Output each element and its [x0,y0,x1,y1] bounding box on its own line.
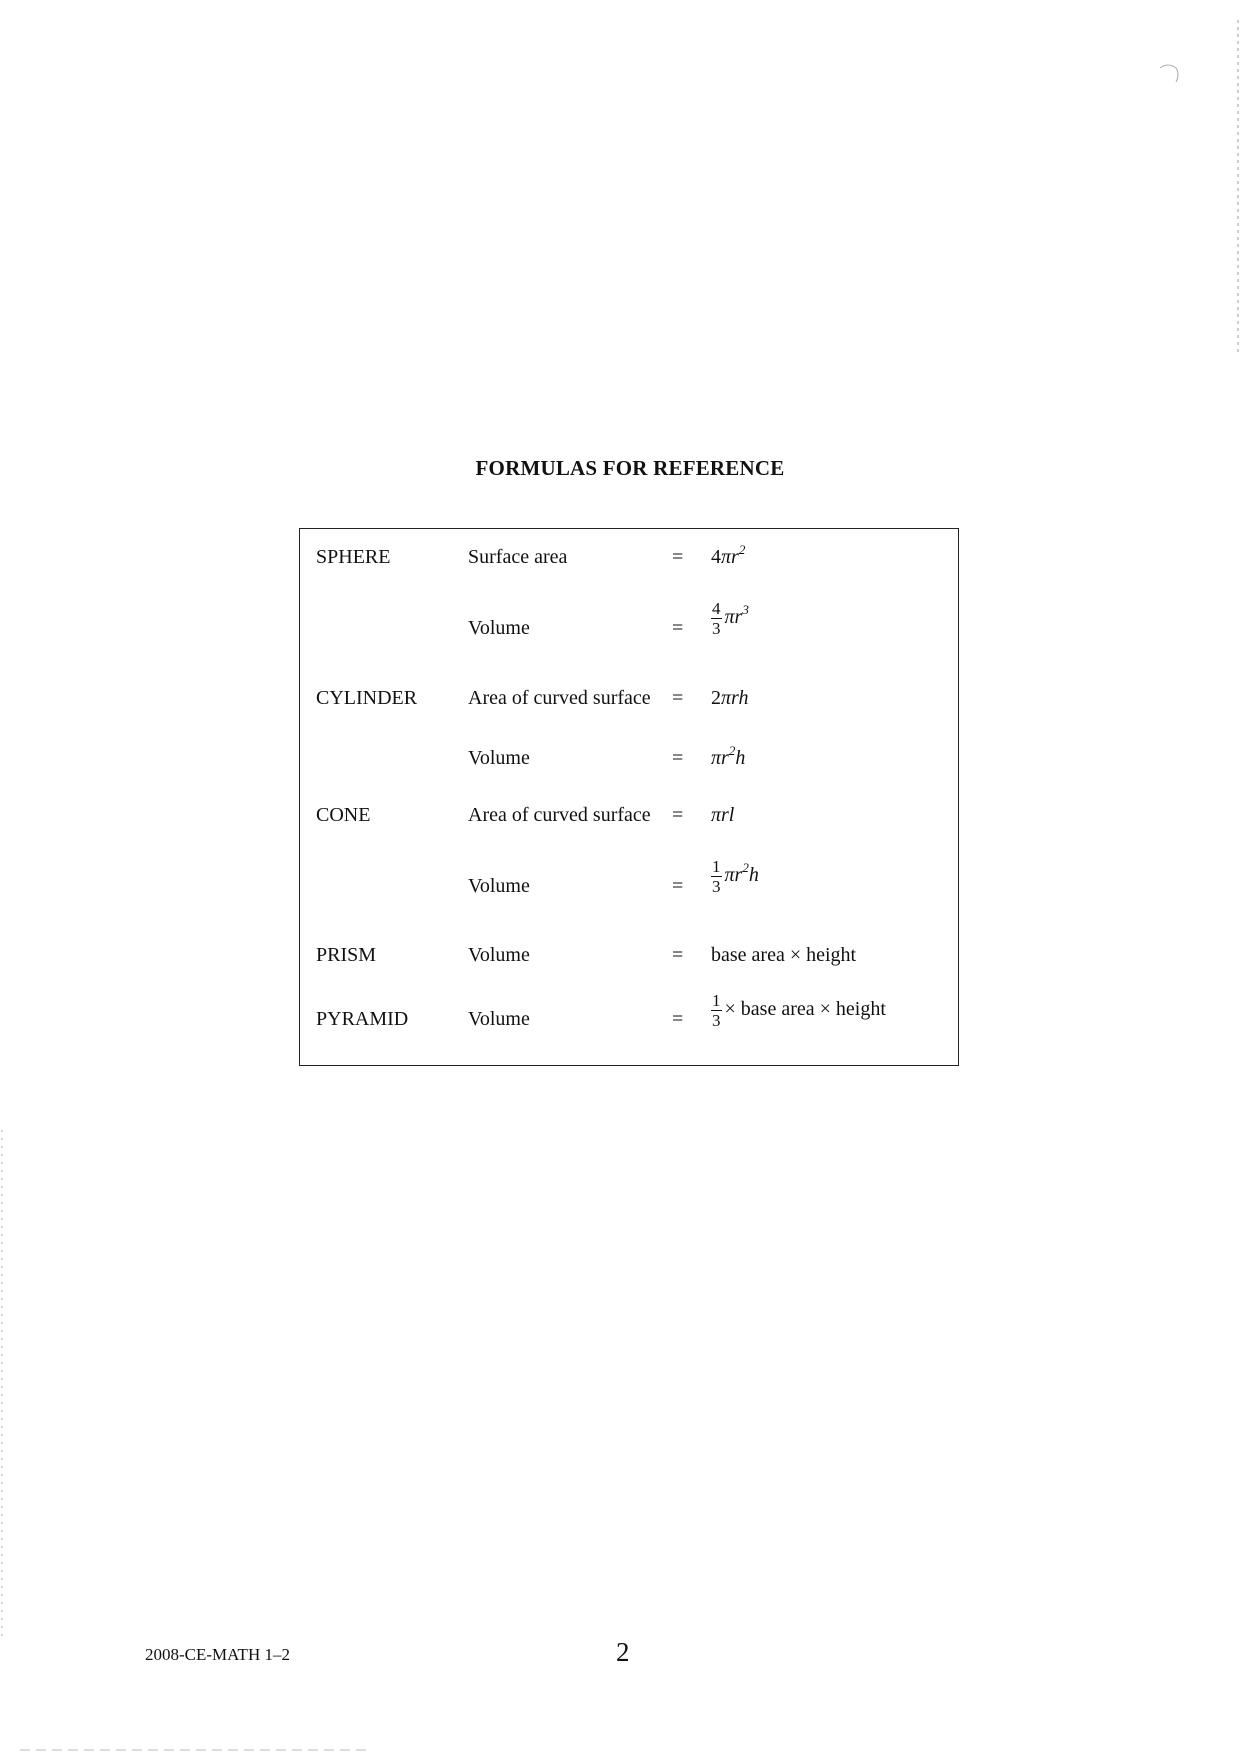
formula-table [299,528,959,1066]
property-label: Area of curved surface [468,687,651,709]
equals-sign: = [672,875,684,897]
fraction [711,991,722,1030]
property-label: Area of curved surface [468,804,651,826]
equals-sign: = [672,1008,684,1030]
formula-pyramid-volume [711,991,886,1030]
fraction-denominator: 3 [712,877,721,896]
formula-coefficient: 2 [711,687,721,709]
equals-sign: = [672,944,684,966]
property-label: Volume [468,944,530,966]
equals-sign: = [672,617,684,639]
page-number: 2 [616,1637,630,1667]
page-title: FORMULAS FOR REFERENCE [475,456,785,480]
fraction-numerator: 1 [712,857,721,876]
formula-exponent: 2 [742,860,749,876]
scan-blob-top-right [1160,65,1178,82]
formula-exponent: 2 [728,743,736,758]
formula-cone-volume [711,857,759,896]
formula-cylinder-surface [711,686,748,710]
fraction-numerator: 4 [712,599,721,618]
shape-label-cone: CONE [316,804,371,826]
property-label: Volume [468,617,530,639]
formula-exponent: 3 [742,602,749,618]
formula-main: πr [711,747,729,769]
equals-sign: = [672,747,684,769]
property-label: Volume [468,875,530,897]
formula-cone-surface [711,803,734,827]
property-label: Surface area [468,546,568,568]
fraction [711,857,722,896]
property-label: Volume [468,747,530,769]
formula-main: πr [724,864,743,887]
equals-sign: = [672,546,684,568]
formula-coefficient: 4 [711,546,721,568]
formula-text: × base area × height [724,998,886,1021]
shape-label-sphere: SPHERE [316,546,391,568]
formula-text: base area × height [711,944,857,966]
shape-label-cylinder: CYLINDER [316,687,418,709]
formula-cylinder-volume [711,743,746,770]
fraction-denominator: 3 [712,1011,721,1030]
formula-prism-volume [711,943,856,967]
exam-paper-code: 2008-CE-MATH 1–2 [145,1645,290,1664]
formula-exponent: 2 [738,542,746,557]
formula-main: πr [724,606,743,629]
fraction-numerator: 1 [712,991,721,1010]
shape-label-pyramid: PYRAMID [316,1008,409,1030]
formula-main: πrl [711,804,735,826]
formula-sphere-surface [711,542,746,569]
formula-main: πr [721,546,739,568]
equals-sign: = [672,804,684,826]
shape-label-prism: PRISM [316,944,377,966]
fraction-denominator: 3 [712,619,721,638]
fraction [711,599,722,638]
formula-suffix: h [748,864,759,887]
formula-suffix: h [735,747,746,769]
property-label: Volume [468,1008,530,1030]
formula-sphere-volume [711,599,749,638]
equals-sign: = [672,687,684,709]
formula-main: πrh [721,687,749,709]
